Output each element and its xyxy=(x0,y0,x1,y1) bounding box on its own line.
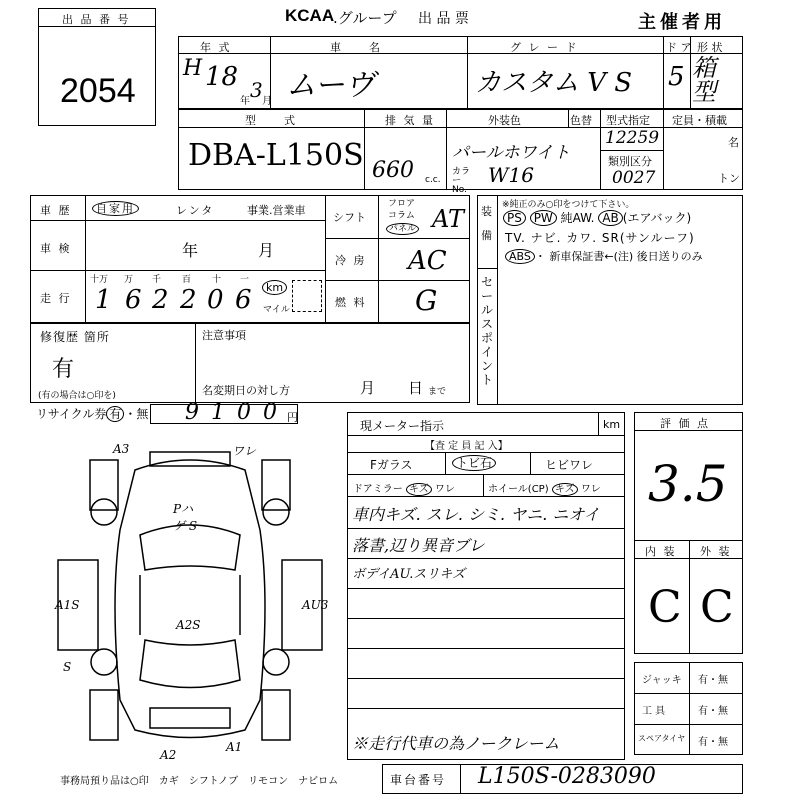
lot-label: 出 品 番 号 xyxy=(62,13,131,26)
notes-label: 注意事項 xyxy=(202,329,246,342)
year-era: H xyxy=(183,56,203,81)
shift-value: AT xyxy=(432,205,465,233)
unit-mile: マイル xyxy=(263,305,290,315)
history-label: 車 歴 xyxy=(40,204,72,217)
diagram-label: AU3 xyxy=(302,598,329,612)
class-value: 0027 xyxy=(612,168,656,188)
grade-header: グ レ ー ド xyxy=(510,41,579,54)
history-rental: レンタ xyxy=(176,204,215,217)
diagram-label: A1 xyxy=(226,740,243,754)
equip-line2: TV. ナビ. カワ. SR(サンルーフ) xyxy=(505,231,695,245)
year-value: 18 xyxy=(205,62,239,92)
interior-grade: C xyxy=(648,582,682,633)
color-no-value: W16 xyxy=(488,163,535,187)
grade-value: カスタム V S xyxy=(475,68,633,98)
color-change-header: 色替 xyxy=(570,114,592,127)
inspection-label: 車 検 xyxy=(40,242,72,255)
diagram-label: A1S xyxy=(55,598,80,612)
equip-label: 装 備 xyxy=(481,205,492,242)
displacement-header: 排 気 量 xyxy=(385,114,435,127)
remark-line: ボデイAU.スリキズ xyxy=(352,567,466,582)
meter-label: 現メーター指示 xyxy=(360,419,445,433)
model-spec-value: 12259 xyxy=(605,128,660,148)
car-name: ムーヴ xyxy=(286,68,375,103)
brand-logo: KCAA xyxy=(285,6,335,25)
role-label: 主催者用 xyxy=(638,12,726,33)
footer-items: 事務局預り品は○印 カギ シフトノブ リモコン ナビロム xyxy=(60,776,339,787)
sales-point-label: セールスポイント xyxy=(481,275,494,387)
door-header: ド ア xyxy=(666,41,692,54)
recycle-amount: 9100 xyxy=(185,400,289,425)
ac-value: AC xyxy=(408,246,447,276)
repair-value: 有 xyxy=(52,357,75,382)
diagram-label: A3 xyxy=(113,442,130,456)
equip-line3: ABS ・ 新車保証書←(注) 後日送りのみ xyxy=(505,248,703,264)
unit-km: km xyxy=(262,281,287,294)
model-value: DBA-L150S xyxy=(188,138,364,173)
remark-line: 車内キズ. スレ. シミ. ヤニ. ニオイ xyxy=(352,505,600,524)
mileage-digit: 2 xyxy=(152,285,169,315)
year-header: 年 式 xyxy=(200,41,232,54)
class-header: 類別区分 xyxy=(608,155,652,168)
capacity-header: 定員・積載 xyxy=(672,114,727,127)
remark-line: 落書,辺り異音ブレ xyxy=(352,536,485,555)
ac-label: 冷 房 xyxy=(335,254,367,267)
diagram-label: S xyxy=(63,660,72,674)
remark-footer: ※走行代車の為ノークレーム xyxy=(352,734,560,753)
group-label: .グループ xyxy=(333,9,397,27)
car-diagram xyxy=(40,440,340,760)
diagram-label: A2 xyxy=(160,748,177,762)
sheet-title: 出 品 票 xyxy=(418,11,469,27)
recycle-label: リサイクル券 有 ・無 xyxy=(36,407,149,421)
chassis-value: L150S-0283090 xyxy=(478,764,656,789)
repair-label: 修復歴 箇所 xyxy=(40,330,110,344)
equip-line1: PS PW 純AW. AB (エアバック) xyxy=(503,209,691,226)
diagram-label: A2S xyxy=(176,618,201,632)
exterior-grade: C xyxy=(700,582,734,633)
door-value: 5 xyxy=(668,62,685,92)
mileage-label: 走 行 xyxy=(40,292,72,305)
shape-header: 形 状 xyxy=(697,41,723,54)
model-spec-header: 型式指定 xyxy=(606,114,650,127)
month-value: 3 xyxy=(250,78,263,102)
history-business: 事業.営業車 xyxy=(247,204,306,217)
shift-label: シフト xyxy=(333,211,366,224)
cc-value: 660 xyxy=(372,158,414,183)
fuel-label: 燃 料 xyxy=(335,296,367,309)
score-label: 評 価 点 xyxy=(660,417,710,430)
mileage-digit: 6 xyxy=(235,285,252,315)
history-private: 自家用 xyxy=(92,200,139,216)
name-header: 車 名 xyxy=(330,41,382,54)
score-value: 3.5 xyxy=(648,455,728,513)
mileage-digit: 1 xyxy=(95,285,112,315)
mileage-digit: 2 xyxy=(180,285,197,315)
shape-value: 箱型 xyxy=(692,54,716,106)
mileage-digit: 6 xyxy=(125,285,142,315)
chassis-label: 車台番号 xyxy=(390,773,447,787)
color-value: パールホワイト xyxy=(452,143,571,163)
model-header: 型 式 xyxy=(245,114,297,127)
diagram-label: Pハゲ S xyxy=(173,502,198,533)
color-header: 外装色 xyxy=(488,114,521,127)
fuel-value: G xyxy=(415,284,438,317)
mileage-digit: 0 xyxy=(207,285,224,315)
diagram-label: ワレ xyxy=(232,444,257,458)
equip-note: ※純正のみ○印をつけて下さい。 xyxy=(502,200,635,210)
lot-number: 2054 xyxy=(60,72,136,110)
